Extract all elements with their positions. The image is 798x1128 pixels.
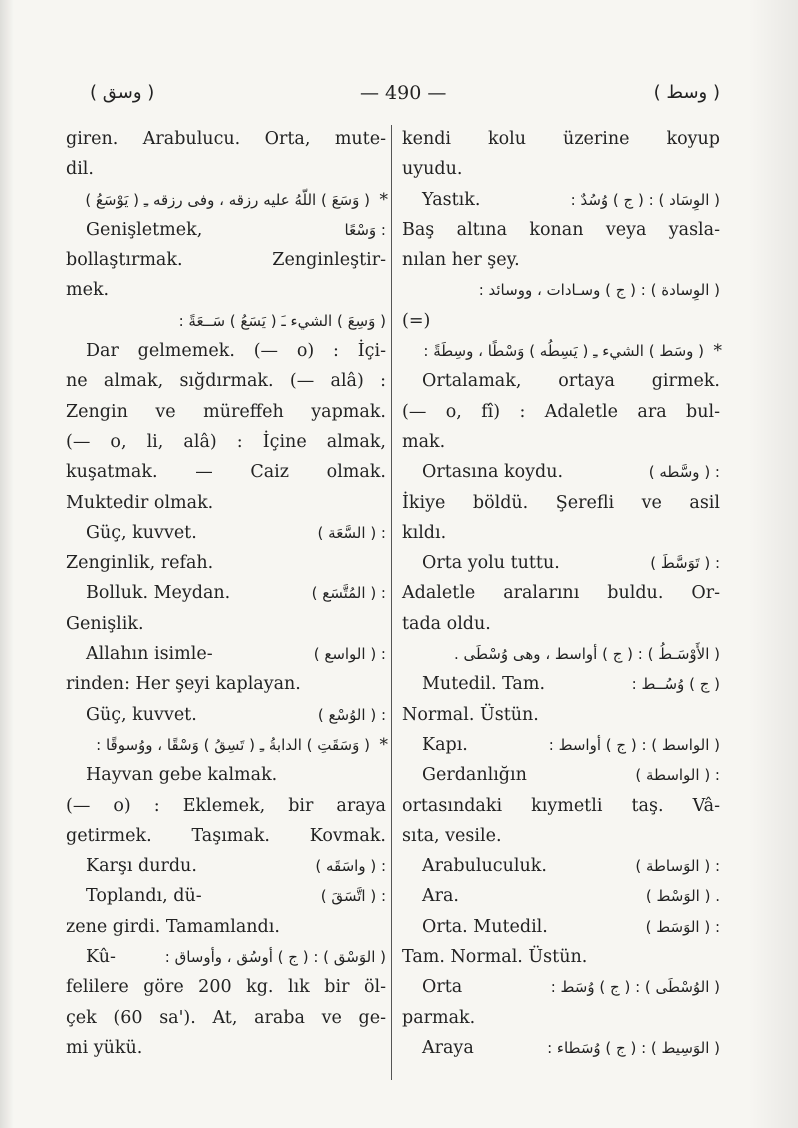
arabic-headword: : ( الواسطة ) <box>635 766 720 785</box>
arabic-headword: : وَسْعًا <box>344 220 386 239</box>
entry-text: Araya <box>422 1037 474 1058</box>
header-left-keyword: ( وسق ) <box>90 82 155 103</box>
arabic-headword: : ( الوَسَط ) <box>645 917 720 936</box>
arabic-headword: ( الأَوْسَـطُ ) : ( ج ) أواسط ، وهى وُسْطَى . <box>453 645 720 664</box>
entry-line: İkiye böldü. Şerefli ve asil <box>402 492 720 513</box>
arabic-headword: ( الوِسَاد ) : ( ج ) وُسُدٌ : <box>570 190 720 209</box>
entry-text: zene girdi. Tamamlandı. <box>66 916 280 937</box>
entry-text: Arabuluculuk. <box>422 856 547 877</box>
entry-line <box>66 185 386 215</box>
arabic-headword: : ( تَوَسَّطَ ) <box>650 554 720 573</box>
entry-line: (— o, li, alâ) : İçine almak, <box>66 431 386 452</box>
entry-text: uyudu. <box>402 159 463 180</box>
entry-line: felilere göre 200 kg. lık bir öl- <box>66 977 386 998</box>
arabic-headword: : ( اتَّسَقَ ) <box>320 887 386 906</box>
entry-line <box>402 639 720 669</box>
entry-line <box>402 942 720 972</box>
page-number: — 490 — <box>360 82 447 104</box>
entry-line: bollaştırmak. Zenginleştir- <box>66 250 386 271</box>
entry-line <box>66 851 386 881</box>
entry-text: mi yükü. <box>66 1037 143 1058</box>
entry-line: getirmek. Taşımak. Kovmak. <box>66 825 386 846</box>
entry-line <box>66 578 386 608</box>
entry-line: (— o, fî) : Adaletle ara bul- <box>402 401 720 422</box>
entry-line <box>402 972 720 1002</box>
entry-line: Baş altına konan veya yasla- <box>402 219 720 240</box>
header-right-keyword: ( وسط ) <box>653 82 720 103</box>
entry-asterisk-icon: * <box>379 734 388 755</box>
arabic-headword: : ( المُتَّسَع ) <box>311 584 386 603</box>
entry-text: Genişletmek, <box>86 219 203 240</box>
entry-text: mek. <box>66 280 110 301</box>
entry-text: Orta yolu tuttu. <box>422 553 560 574</box>
entry-line <box>66 639 386 669</box>
entry-line <box>66 942 386 972</box>
entry-line <box>66 518 386 548</box>
entry-line: ne almak, sığdırmak. (— alâ) : <box>66 371 386 392</box>
entry-text: Toplandı, dü- <box>86 886 202 907</box>
entry-line <box>402 821 720 851</box>
entry-line <box>402 336 720 366</box>
entry-text: Güç, kuvvet. <box>86 704 197 725</box>
entry-text: Allahın isimle- <box>86 644 213 665</box>
entry-line: Dar gelmemek. (— o) : İçi- <box>86 341 386 362</box>
entry-text: Hayvan gebe kalmak. <box>86 765 278 786</box>
entry-line <box>402 457 720 487</box>
entry-line <box>402 1033 720 1063</box>
entry-line: Zengin ve müreffeh yapmak. <box>66 401 386 422</box>
arabic-headword: : ( وسَّطه ) <box>648 463 720 482</box>
arabic-headword: ( وَسَعَ ) اللّهُ عليه رزقه ، وفى رزقه ـِ ( يَوْسَعُ ) <box>85 190 370 209</box>
arabic-headword: : ( واسَقَه ) <box>315 857 386 876</box>
entry-text: (=) <box>402 310 431 331</box>
arabic-headword: . ( الوَسْط ) <box>645 887 720 906</box>
entry-text: Ortasına koydu. <box>422 462 564 483</box>
entry-line <box>66 154 386 184</box>
page-edge-shadow <box>0 0 14 1128</box>
entry-line <box>402 548 720 578</box>
entry-line <box>66 700 386 730</box>
entry-asterisk-icon: * <box>379 189 388 210</box>
entry-line <box>66 730 386 760</box>
arabic-headword: ( وسَط ) الشيء ـِ ( يَسِطُه ) وَسْطًا ، وسِطَةً : <box>423 342 704 361</box>
left-column <box>66 124 386 1063</box>
entry-text: parmak. <box>402 1007 476 1028</box>
entry-text: Ara. <box>422 886 459 907</box>
entry-asterisk-icon: * <box>713 341 722 362</box>
entry-line <box>402 730 720 760</box>
arabic-headword: ( الوَسِيط ) : ( ج ) وُسَطاء : <box>547 1038 720 1057</box>
entry-line <box>66 215 386 245</box>
arabic-headword: ( الوِسادة ) : ( ج ) وسـادات ، ووسائد : <box>478 281 720 300</box>
entry-text: Gerdanlığın <box>422 765 527 786</box>
entry-line <box>402 700 720 730</box>
entry-text: Karşı durdu. <box>86 856 197 877</box>
entry-text: Orta. Mutedil. <box>422 916 548 937</box>
entry-line <box>66 548 386 578</box>
entry-line <box>402 427 720 457</box>
entry-text: rinden: Her şeyi kaplayan. <box>66 674 301 695</box>
entry-text: Yastık. <box>422 189 481 210</box>
arabic-headword: : ( الواسع ) <box>313 645 386 664</box>
entry-text: Mutedil. Tam. <box>422 674 546 695</box>
entry-text: Kapı. <box>422 734 468 755</box>
entry-line: ortasındaki kıymetli taş. Vâ- <box>402 795 720 816</box>
entry-line <box>66 760 386 790</box>
arabic-headword: : ( السَّعَة ) <box>317 523 386 542</box>
entry-text: Muktedir olmak. <box>66 492 214 513</box>
entry-line <box>402 851 720 881</box>
entry-line <box>402 518 720 548</box>
entry-line <box>402 669 720 699</box>
arabic-headword: ( الوُسْطَى ) : ( ج ) وُسَط : <box>550 978 720 997</box>
entry-text: mak. <box>402 431 446 452</box>
entry-line <box>66 669 386 699</box>
entry-line <box>402 185 720 215</box>
entry-line <box>402 609 720 639</box>
entry-line <box>402 154 720 184</box>
entry-line <box>66 1033 386 1063</box>
arabic-headword: ( وَسِعَ ) الشيء ـَ ( يَسَعُ ) سَــعَةً : <box>178 311 386 330</box>
entry-line: giren. Arabulucu. Orta, mute- <box>66 129 386 149</box>
entry-text: tada oldu. <box>402 613 491 634</box>
entry-text: Kû- <box>86 947 116 968</box>
entry-line: kuşatmak. — Caiz olmak. <box>66 462 386 483</box>
arabic-headword: ( الوَسْق ) : ( ج ) أوسُق ، وأوساق : <box>164 948 386 967</box>
entry-text: dil. <box>66 159 94 180</box>
entry-text: Normal. Üstün. <box>402 704 539 725</box>
column-divider <box>391 125 392 1080</box>
entry-text: kıldı. <box>402 522 447 543</box>
entry-line <box>402 760 720 790</box>
entry-line <box>66 912 386 942</box>
entry-line <box>66 881 386 911</box>
right-column <box>402 124 720 1063</box>
entry-text: Güç, kuvvet. <box>86 522 197 543</box>
entry-line: çek (60 sa'). At, araba ve ge- <box>66 1007 386 1028</box>
entry-line: kendi kolu üzerine koyup <box>402 129 720 149</box>
entry-line: Adaletle aralarını buldu. Or- <box>402 583 720 604</box>
entry-line <box>66 609 386 639</box>
arabic-headword: : ( الوَساطة ) <box>635 857 720 876</box>
entry-text: Bolluk. Meydan. <box>86 583 231 604</box>
arabic-headword: : ( الوُسْع ) <box>317 705 386 724</box>
entry-text: Zenginlik, refah. <box>66 553 214 574</box>
entry-line: (— o) : Eklemek, bir araya <box>66 795 386 816</box>
arabic-headword: ( وَسَقَتِ ) الدابةُ ـِ ( تَسِقُ ) وَسْقًا ، ووُسوقًا : <box>96 735 370 754</box>
entry-line: Ortalamak, ortaya girmek. <box>422 371 720 392</box>
entry-text: Orta <box>422 977 463 998</box>
page-edge-shadow-right <box>748 0 798 1128</box>
arabic-headword: ( ج ) وُسُــط : <box>631 675 720 694</box>
entry-text: Tam. Normal. Üstün. <box>402 947 588 968</box>
entry-line <box>402 912 720 942</box>
entry-text: nılan her şey. <box>402 250 520 271</box>
entry-line <box>66 306 386 336</box>
arabic-headword: ( الواسط ) : ( ج ) أواسط : <box>548 735 720 754</box>
page-header <box>60 82 720 112</box>
entry-text: Genişlik. <box>66 613 144 634</box>
entry-line <box>402 881 720 911</box>
entry-line <box>402 1003 720 1033</box>
entry-line <box>66 275 386 305</box>
entry-text: sıta, vesile. <box>402 825 502 846</box>
entry-line <box>402 306 720 336</box>
entry-line <box>66 488 386 518</box>
entry-line <box>402 245 720 275</box>
entry-line <box>402 275 720 305</box>
